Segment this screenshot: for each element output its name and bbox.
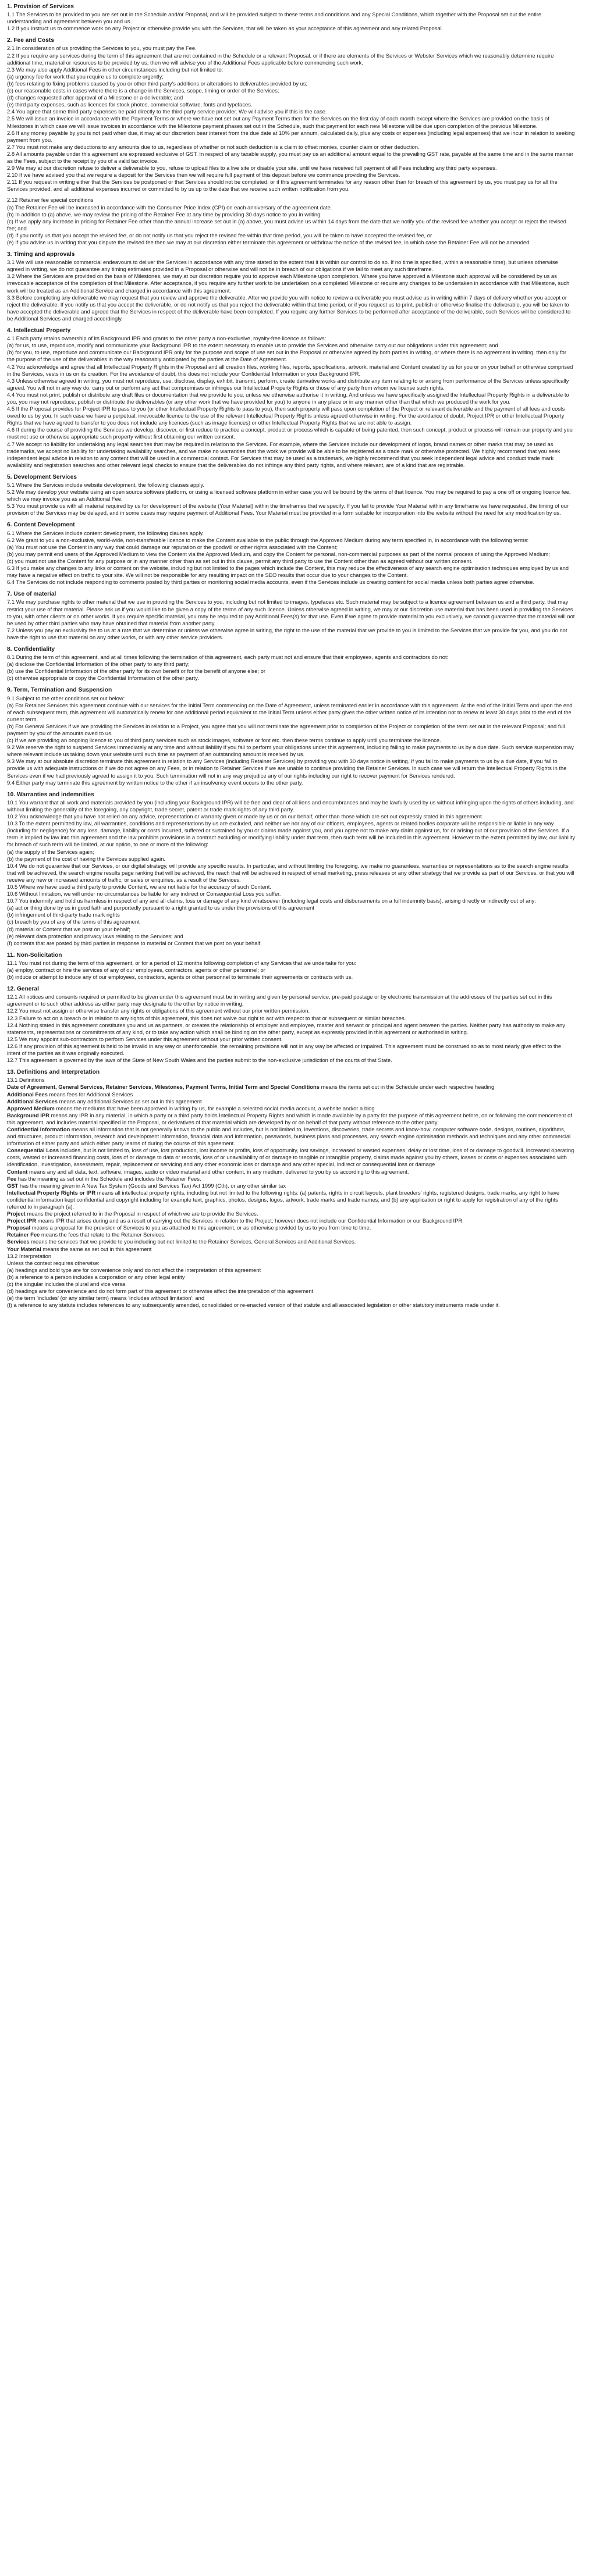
clause-paragraph: 1.1 The Services to be provided to you are set out in the Schedule and/or Proposal, and will be provided subject to these terms and conditions and any Special Conditions, which together with the Proposal set out the entire understanding and agreement between you and us. <box>7 11 542 25</box>
clause-paragraph: (c) If we apply any increase in pricing for Retainer Fee other than the annual increase set out in (a) above, you must advise us within 14 days from the date that we notify you of the revised fee whether you accept or reject the revised fee; and <box>7 218 566 231</box>
defined-term: Additional Services <box>7 1098 58 1104</box>
clause-paragraph: (a) for us, to use, reproduce, modify and communicate your Background IPR to the extent necessary to enable us to provide the Services and otherwise carry out our obligations under this agreement; and <box>7 342 498 349</box>
section-heading: 2. Fee and Costs <box>7 37 54 44</box>
clause-paragraph: 4.3 Unless otherwise agreed in writing, you must not reproduce, use, disclose, display, exhibit, transmit, perform, create derivative works and distribute any item relating to or arising from performance of the Services unless specifically agreed. You will not in any way do, carry out or perform any act that compromises or infringes our Intellectual Property Rights or those of any party from whom we license such rights. <box>7 377 569 391</box>
clause-paragraph: 12.6 If any provision of this agreement is held to be invalid in any way or unenforceable, the remaining provisions will not in any way be affected or impaired. This agreement must be construed so as to most nearly give effect to the intent of the parties as it was originally executed. <box>7 1042 562 1057</box>
clause-paragraph: (a) headings and bold type are for convenience only and do not affect the interpretation of this agreement <box>7 1266 261 1273</box>
clause-paragraph: 4.6 If during the course of providing the Services we develop, discover, or first reduce to practice a concept, product or process which is capable of being patented, then such concept, product or process will remain our property and you must not use or otherwise appropriate such property without first obtaining our written consent. <box>7 426 573 440</box>
clause-paragraph: Project means the project referred to in the Proposal in respect of which we are to provide the Services. <box>7 1210 258 1217</box>
defined-term: Background IPR <box>7 1111 49 1118</box>
section-heading: 8. Confidentiality <box>7 646 55 653</box>
clause-paragraph: (c) our reasonable costs in cases where there is a change in the Services, scope, timing or order of the Services; <box>7 87 279 94</box>
clause-paragraph: (b) In addition to (a) above, we may review the pricing of the Retainer Fee at any time by providing 30 days notice to you in writing. <box>7 211 322 218</box>
clause-paragraph: 3.1 We will use reasonable commercial endeavours to deliver the Services in accordance with any time stated to the extent that it is within our control to do so. If no time is specified, within a reasonable time), but unless otherwise agreed in writing, we do not guarantee any timing estimates provided in a Proposal or otherwise and will not be in breach of our obligations if we fail to meet any such timeframe. <box>7 259 558 273</box>
clause-paragraph: (a) act or thing done by us in good faith and purportedly pursuant to a right granted to us under the provisions of this agreement <box>7 904 314 911</box>
clause-paragraph: (b) the payment of the cost of having the Services supplied again. <box>7 855 166 862</box>
section-heading: 7. Use of material <box>7 591 56 598</box>
clause-paragraph: 4.5 If the Proposal provides for Project IPR to pass to you (or other Intellectual Property Rights to pass to you), then such property will pass upon completion of the Project or relevant deliverable and the payment of all fees and costs owed to us by you. In such case we have a perpetual, irrevocable licence to the use of the relevant Intellectual Property Rights unless agreed otherwise in writing. For the avoidance of doubt, Project IPR or other Intellectual Property Rights that we have agreed to transfer to you does not include any licences (such as image licences) or other Intellectual Property Rights that we are not able to assign. <box>7 405 565 426</box>
clause-paragraph: (a) disclose the Confidential Information of the other party to any third party; <box>7 661 190 668</box>
clause-paragraph: 8.1 During the term of this agreement, and at all times following the termination of this agreement, each party must not and ensure that their employees, agents and contractors do not: <box>7 654 449 661</box>
clause-paragraph: 6.3 If you make any changes to any links or content on the website, including but not limited to the pages which include the Content, this may reduce the effectiveness of any search engine optimisation techniques employed by us and may have a negative effect on traffic to your site. We will not be responsible for any resulting impact on the SEO results that occur due to your changes to the Content. <box>7 565 569 579</box>
defined-term: Services <box>7 1238 30 1245</box>
clause-paragraph: Background IPR means any IPR in any material, in which a party or a third party holds Intellectual Property Rights and which is made available by a party for the purpose of this agreement before, on or following the commencement of this agreement, and includes material specified in the Proposal, or derivatives of that material which are developed by or on behalf of that party without reference to the other party. <box>7 1111 572 1125</box>
clause-paragraph: 12.5 We may appoint sub-contractors to perform Services under this agreement without your prior written consent. <box>7 1035 283 1042</box>
clause-paragraph: Proposal means a proposal for the provision of Services to you as attached to this agreement, or as otherwise provided by us to you from time to time. <box>7 1224 371 1231</box>
clause-paragraph: 7.2 Unless you pay an exclusivity fee to us at a rate that we determine or unless we otherwise agree in writing, the right to the use of the material that we provide to you is limited to the Services that we provide for you, and you do not have the right to use that material on any other works, or with any other service providers. <box>7 626 567 640</box>
clause-paragraph: 2.3 We may also apply Additional Fees in other circumstances including but not limited to: <box>7 66 224 73</box>
clause-paragraph: (c) you must not use the Content for any purpose or in any manner other than as set out in this clause, permit any third party to use the Content other than as agreed without our written consent. <box>7 557 473 564</box>
clause-paragraph: 7.1 We may purchase rights to other material that we use in providing the Services to you, including but not limited to images, typefaces etc. Such material may be subject to a licence agreement between us and a third party, that may restrict your use of that material. Please ask us if you would like to be given a copy of the terms of any such licence. Unless otherwise agreed in writing, we may at our discretion use material that has been used in providing the Services to you, with other clients or on other works. If you require specific material, you may be required to pay Additional Fees(s) for that use. Even if we agree to provide material to you exclusively, we cannot guarantee that the material will not be used by other third parties who may have obtained that material from another party. <box>7 598 575 626</box>
clause-paragraph: (a) employ, contract or hire the services of any of our employees, contractors, agents or other personnel; or <box>7 967 265 973</box>
clause-paragraph: 12.3 Failure to act on a breach or in relation to any rights of this agreement, this does not waive our right to act with respect to that or subsequent or similar breaches. <box>7 1014 406 1021</box>
defined-term: Proposal <box>7 1224 31 1231</box>
clause-paragraph: (b) infringement of third-party trade mark rights <box>7 911 120 918</box>
clause-paragraph: 2.5 We will issue an invoice in accordance with the Payment Terms or where we have not set out any Payment Terms then for the Services on the first day of each month except where the Services are provided on the basis of Milestones in which case we will issue invoices in accordance with the Milestone payment phases set out in the Schedule, such that payment for each new Milestone will be due upon completion of the previous Milestone. <box>7 115 549 129</box>
clause-paragraph: (a) The Retainer Fee will be increased in accordance with the Consumer Price Index (CPI) on each anniversary of the agreement date. <box>7 204 332 211</box>
defined-term: Project IPR <box>7 1217 37 1224</box>
clause-paragraph: (d) headings are for convenience and do not form part of this agreement or otherwise affect the interpretation of this agreement <box>7 1288 314 1295</box>
defined-term: Approved Medium <box>7 1104 55 1111</box>
clause-paragraph: 10.6 Without limitation, we will under no circumstances be liable for any indirect or Consequential Loss you suffer. <box>7 890 281 897</box>
clause-paragraph: 3.2 Where the Services are provided on the basis of Milestones, we may at our discretion require you to approve each Milestone upon completion. Where you have approved a Milestone such approval will be considered by us as irrevocable acceptance of the completion of that Milestone. After acceptance, if you require any further work to be undertaken on a completed Milestone or require any changes to be undertaken in accordance with that Milestone, such work will be treated as an Additional Service and charged in accordance with this agreement. <box>7 273 570 294</box>
clause-paragraph: Confidential Information means all information that is not generally known to the public and includes, but is not limited to, inventions, discoveries, trade secrets and know-how, computer software code, designs, routines, algorithms, and structures, product information, research and development information, financial data and information, passwords, business plans and processes, any search engine optimisation methods and techniques and any other commercial information of either party and which either party learns of during the course of this agreement. <box>7 1125 571 1147</box>
clause-paragraph: 5.3 You must provide us with all material required by us for development of the website (Your Material) within the timeframes that we specify. If you fail to provide Your Material within any timeframe we have requested, the timing of our provision of the Services may be delayed, and in some cases may require payment of Additional Fees. Your Material must be provided in a form suitable for incorporation into the website without the need for any modification by us. <box>7 503 569 516</box>
clause-paragraph: 12.4 Nothing stated in this agreement constitutes you and us as partners, or creates the relationship of employer and employee, master and servant or principal and agent between the parties. Neither party has authority to make any statements, representations or commitments of any kind, or to take any action which shall be binding on the other party, except as expressly provided in this agreement or authorised in writing. <box>7 1021 565 1035</box>
clause-paragraph: 2.7 You must not make any deductions to any amounts due to us, regardless of whether or not such deduction is a claim to offset monies, counter claim or other deduction. <box>7 143 420 150</box>
clause-paragraph: 12.1 All notices and consents required or permitted to be given under this agreement must be in writing and given by personal service, pre-paid postage or by electronic transmission at the addresses of the parties set out in this agreement or to such other address as either party may designate to the other by notice in writing. <box>7 993 552 1007</box>
clause-paragraph: (f) a reference to any statute includes references to any subsequently amended, consolidated or re-enacted version of that statute and all associated legislation or other statutory instruments made under it. <box>7 1302 500 1309</box>
clause-paragraph: 6.2 We grant to you a non-exclusive, world-wide, non-transferable licence to make the Content available to the public through the Approved Medium during any term specified in, in accordance with the following terms: <box>7 536 529 543</box>
section-heading: 11. Non-Solicitation <box>7 952 62 959</box>
section-heading: 13. Definitions and Interpretation <box>7 1069 100 1076</box>
defined-term: Additional Fees <box>7 1091 48 1098</box>
clause-paragraph: (a) urgency fee for work that you require us to complete urgently; <box>7 73 164 80</box>
clause-paragraph: (b) For General Services if we are providing the Services in relation to a Project, you agree that you will not terminate the agreement prior to completion of the Project or completion of the term set out in the relevant Proposal; and full payment by you of the amounts owed to us. <box>7 722 565 736</box>
defined-term: Retainer Fee <box>7 1231 40 1238</box>
clause-paragraph: Your Material means the same as set out in this agreement <box>7 1245 152 1252</box>
clause-paragraph: (a) You must not use the Content in any way that could damage our reputation or the goodwill or other rights associated with the Content; <box>7 543 338 550</box>
clause-paragraph: 2.1 In consideration of us providing the Services to you, you must pay the Fee. <box>7 45 197 52</box>
clause-paragraph: 4.1 Each party retains ownership of its Background IPR and grants to the other party a non-exclusive, royalty-free licence as follows: <box>7 335 327 342</box>
clause-paragraph: Retainer Fee means the fees that relate to the Retainer Services. <box>7 1231 166 1238</box>
defined-term: Project <box>7 1210 26 1217</box>
clause-paragraph: Unless the context requires otherwise: <box>7 1259 100 1266</box>
clause-paragraph: 10.5 Where we have used a third party to provide Content, we are not liable for the accuracy of such Content. <box>7 883 271 890</box>
clause-paragraph: 10.2 You acknowledge that you have not relied on any advice, representation or warranty given or made by us or on our behalf, other than those which are set out expressly stated in this agreement. <box>7 813 484 820</box>
clause-paragraph: (e) third party expenses, such as licences for stock photos, commercial software, fonts and typefaces. <box>7 101 253 108</box>
clause-paragraph: 2.10 If we have advised you that we require a deposit for the Services then we will require full payment of this deposit before we commence providing the Services. <box>7 172 400 179</box>
clause-paragraph: 9.4 Either party may terminate this agreement by written notice to the other if an insolvency event occurs to the other party. <box>7 779 303 786</box>
section-heading: 3. Timing and approvals <box>7 251 75 258</box>
clause-paragraph: 1.2 If you instruct us to commence work on any Project or otherwise provide you with the Services, that will be taken as your acceptance of this agreement and any related Proposal. <box>7 25 444 32</box>
clause-paragraph: 2.2 If you require any services during the term of this agreement that are not contained in the Schedule or a relevant Proposal, or if there are elements of the Services or Webster Services which we reasonably determine require additional time, material or resources to be provided by us, then we will advise you of the Additional Fees applicable before commencing such work. <box>7 52 554 66</box>
clause-paragraph: (b) a reference to a person includes a corporation or any other legal entity <box>7 1273 185 1280</box>
clause-paragraph: 12.7 This agreement is governed by the laws of the State of New South Wales and the parties submit to the non-exclusive jurisdiction of the courts of that State. <box>7 1057 392 1064</box>
clause-paragraph: (a) For Retainer Services this agreement continue with our services for the Initial Term commencing on the Date of Agreement, unless terminated earlier in accordance with this agreement. At the end of the Initial Term and upon the end of each subsequent term, this agreement will automatically renew for one additional period equivalent to the Initial Term unless either party gives the other written notice of its intention not to renew at least 30 days prior to the end of the current term. <box>7 701 573 722</box>
clause-paragraph: 10.1 You warrant that all work and materials provided by you (including your Background IPR) will be free and clear of all liens and encumbrances and may be lawfully used by us without infringing upon the rights of others including, and without limiting the generality of the foregoing, any copyright, trade secret, patent or trade mark rights of any third party. <box>7 799 574 813</box>
clause-paragraph: Intellectual Property Rights or IPR means all intellectual property rights, including but not limited to the following rights: (a) patents, rights in circuit layouts, plant breeders' rights, registered designs, trade marks, any right to have confidential information kept confidential and copyright including for example text, graphics, photos, designs, logos, artwork, trade marks and trade names; and (b) any application or right to apply for registration of any of the rights referred to in paragraph (a). <box>7 1189 560 1210</box>
defined-term: Fee <box>7 1175 17 1182</box>
clause-paragraph: Approved Medium means the mediums that have been approved in writing by us, for example a selected social media account, a website and/or a blog <box>7 1104 375 1111</box>
clause-paragraph: 2.6 If any money payable by you is not paid when due, it may at our discretion bear interest from the due date at 10% per annum, calculated daily, plus any costs or expenses (including legal expenses) that we incur in relation to seeking payment from you. <box>7 129 575 143</box>
clause-paragraph: 13.1 Definitions <box>7 1077 45 1084</box>
section-heading: 10. Warranties and indemnities <box>7 791 94 798</box>
clause-paragraph: 5.2 We may develop your website using an open source software platform, or using a licensed software platform in either case you will be bound by the terms of that licence. You may be required to pay a one off or ongoing licence fee, which we may invoice you as an Additional Fee. <box>7 489 571 503</box>
terms-document <box>0 0 582 1309</box>
clause-paragraph: Additional Services means any additional Services as set out in this agreement <box>7 1098 202 1104</box>
clause-paragraph: 5.1 Where the Services include website development, the following clauses apply. <box>7 482 205 488</box>
clause-paragraph: 2.11 If you request in writing either that the Services be postponed or that Services should not be completed, or if this agreement terminates for any reason other than for breach of this agreement by us, you must pay us for all the Services provided, and all additional expenses incurred or committed to by us up to the date that we receive such written notification from you. <box>7 179 558 193</box>
section-heading: 9. Term, Termination and Suspension <box>7 687 112 694</box>
defined-term: GST <box>7 1182 19 1189</box>
clause-paragraph: 9.3 We may at our absolute discretion terminate this agreement in relation to any Services (including Retainer Services) by providing you with 30 days notice in writing. If you fail to make payments to us by a due date, if you fail to provide us with adequate instructions or if we do not agree on any Fees, or in relation to Retainer Services if we are unable to continue providing the Retainer Services. In such case we will return the Intellectual Property Rights in the Services even if we had previously agreed to assign it to you. Such termination will not in any way prejudice any of our rights including our right to recover payment for Services rendered. <box>7 758 567 779</box>
clause-paragraph: (e) the term 'includes' (or any similar term) means 'includes without limitation'; and <box>7 1295 205 1302</box>
clause-paragraph: Fee has the meaning as set out in the Schedule and includes the Retainer Fees. <box>7 1175 201 1182</box>
clause-paragraph: Project IPR means IPR that arises during and as a result of carrying out the Services in relation to the Project; however does not include our Confidential Information or our Background IPR. <box>7 1217 464 1224</box>
clause-paragraph: 9.2 We reserve the right to suspend Services immediately at any time and without liability if you fail to perform your obligations under this agreement, including failing to make payments to us by a due date. Such service suspension may where relevant include us taking down your website until such time as payment of an outstanding amount is received by us. <box>7 744 574 758</box>
clause-paragraph: (e) If you advise us in writing that you dispute the revised fee then we may at our discretion either terminate this agreement or withdraw the notice of the revised fee, in which case the Retainer Fee will not be amended. <box>7 239 531 245</box>
clause-paragraph: 13.2 Interpretation <box>7 1252 52 1259</box>
clause-paragraph: (e) relevant data protection and privacy laws relating to the Services; and <box>7 932 183 939</box>
clause-paragraph: 2.9 We may at our discretion refuse to deliver a deliverable to you, refuse to upload files to a live site or disable your site, until we have received full payment of all Fees including any third party expenses. <box>7 165 497 172</box>
clause-paragraph: GST has the meaning given in A New Tax System (Goods and Services Tax) Act 1999 (Cth), or any other similar tax <box>7 1182 286 1189</box>
clause-paragraph: 11.1 You must not during the term of this agreement, or for a period of 12 months following completion of any Services that we undertake for you: <box>7 959 357 966</box>
defined-term: Consequential Loss <box>7 1147 59 1154</box>
clause-paragraph: 4.2 You acknowledge and agree that all Intellectual Property Rights in the Proposal and all creation files, working files, reports, specifications, artwork, material and Content created by us for you or on your behalf or otherwise comprised in the Services, vests in us on its creation. For the avoidance of doubt, this does not include your Confidential Information or your Background IPR. <box>7 363 573 377</box>
clause-paragraph: 6.1 Where the Services include content development, the following clauses apply. <box>7 529 204 536</box>
clause-paragraph: Additional Fees means fees for Additional Services <box>7 1091 133 1098</box>
clause-paragraph: 2.12 Retainer fee special conditions <box>7 197 94 204</box>
section-heading: 1. Provision of Services <box>7 3 74 10</box>
clause-paragraph: 10.7 You indemnify and hold us harmless in respect of any and all claims, loss or damage of any kind whatsoever (including legal costs and disbursements on a full indemnity basis), arising directly or indirectly out of any: <box>7 897 536 904</box>
defined-term: Content <box>7 1168 28 1175</box>
clause-paragraph: (d) changes requested after approval of a Milestone or a deliverable; and <box>7 94 183 101</box>
defined-term: Date of Agreement, General Services, Retainer Services, Milestones, Payment Terms, Initial Term and Special Conditions <box>7 1084 320 1091</box>
clause-paragraph: (a) the supply of the Services again; <box>7 848 94 855</box>
section-heading: 4. Intellectual Property <box>7 327 71 334</box>
clause-paragraph: (b) for you, to use, reproduce and communicate our Background IPR only for the purpose and scope of use set out in the Proposal or otherwise agreed by both parties in writing, or where there is no agreement in writing, then only for the purpose of the use of the deliverables in the way reasonably anticipated by the parties at the Date of Agreement. <box>7 349 566 363</box>
clause-paragraph: 6.4 The Services do not include responding to comments posted by third parties or monitoring social media accounts, even if the Services include us creating content for social media unless both parties agree otherwise. <box>7 579 535 586</box>
clause-paragraph: 9.1 Subject to the other conditions set out below: <box>7 694 125 701</box>
section-heading: 6. Content Development <box>7 522 75 529</box>
clause-paragraph: (b) fees relating to fixing problems caused by you or other third party's additions or alterations to deliverables provided by us; <box>7 80 308 87</box>
clause-paragraph: Content means any and all data, text, software, images, audio or video material and other content, in any medium, delivered to you by us according to this agreement. <box>7 1168 409 1175</box>
section-heading: 5. Development Services <box>7 473 77 480</box>
clause-paragraph: (d) If you notify us that you accept the revised fee, or do not notify us that you reject the revised fee within that time period, you will be taken to have accepted the revised fee, or <box>7 231 432 238</box>
clause-paragraph: 2.8 All amounts payable under this agreement are expressed exclusive of GST. In respect of any taxable supply, you must pay us an additional amount equal to the prevailing GST rate, payable at the same time and in the same manner as the Fees, subject to the receipt by you of a valid tax invoice. <box>7 150 574 164</box>
clause-paragraph: 4.7 We accept no liability for undertaking any legal searches that may be required in relation to the Services. For example, where the Services include our development of logos, brand names or other marks that may be used as trademarks, we accept no liability for undertaking availability searches, and we make no warranties that the work we provide will be able to be registered as a trade mark or otherwise protected. We highly recommend that you seek independent legal advice in relation to any content that will be used in a commercial context. For Services that may be used as a trademark, we highly recommend that you seek independent legal advice and conduct trade mark availability and registration searches and other relevant legal checks to ensure that the deliverables do not infringe any third party rights, and where relevant, are of a kind that are registrable. <box>7 440 560 468</box>
clause-paragraph: (b) use the Confidential Information of the other party for its own benefit or for the benefit of anyone else; or <box>7 668 266 675</box>
defined-term: Your Material <box>7 1245 41 1252</box>
clause-paragraph: 2.4 You agree that some third party expenses be paid directly to the third party service provider. We will advise you if this is the case. <box>7 108 327 115</box>
clause-paragraph: (d) material or Content that we post on your behalf; <box>7 925 130 932</box>
clause-paragraph: 12.2 You must not assign or otherwise transfer any rights or obligations of this agreement without our prior written permission. <box>7 1007 310 1014</box>
clause-paragraph: (c) the singular includes the plural and vice versa <box>7 1281 126 1288</box>
clause-paragraph: Services means the services that we provide to you including but not limited to the Retainer Services, General Services and Additional Services. <box>7 1238 356 1245</box>
clause-paragraph: (c) otherwise appropriate or copy the Confidential Information of the other party. <box>7 675 199 682</box>
clause-paragraph: 10.3 To the extent permitted by law, all warranties, conditions and representations by us are excluded, and neither we nor any of our officers, employees, agents or related bodies corporate will be responsible or liable in any way (including for negligence) for any loss, damage, liability or costs incurred, suffered or sustained by you or claims made against you, and you agree not to make any claim against us, for or arising out of our provision of the Services. If a term is implied by law into this agreement and the law prohibits provisions in a contract excluding or modifying liability under that term, then such term will be included in this agreement. However to the extent permitted by law, our liability for breach of such term will be limited, at our option, to one or more of the following: <box>7 820 575 848</box>
clause-paragraph: (b) you may permit end users of the Approved Medium to view the Content via the Approved Medium, and copy the Content for personal, non-commercial purposes as part of the normal process of using the Approved Medium; <box>7 550 550 557</box>
clause-paragraph: (b) induce or attempt to induce any of our employees, contractors, agents or other personnel to terminate their agreements or contracts with us. <box>7 974 353 981</box>
defined-term: Confidential Information <box>7 1125 70 1132</box>
clause-paragraph: (f) contents that are posted by third parties in response to material or Content that we post on your behalf. <box>7 939 262 946</box>
clause-paragraph: Date of Agreement, General Services, Retainer Services, Milestones, Payment Terms, Initial Term and Special Conditions means the items set out in the Schedule under each respective heading <box>7 1084 495 1091</box>
clause-paragraph: 3.3 Before completing any deliverable we may request that you review and approve the deliverable. After we provide you with notice to review a deliverable you must advise us in writing within 7 days of delivery whether you accept or reject the deliverable. If you notify us that you accept the deliverable, or do not notify us that you reject the deliverable within that time period, or if you request us to print, publish or otherwise finalise the deliverable, you will be taken to have accepted the deliverable and agreed that the Services in respect of the deliverable have been completed. If you require any further Services to be performed after acceptance of the deliverable, such Services will be considered to be Additional Services and charged accordingly. <box>7 294 571 322</box>
clause-paragraph: (c) breach by you of any of the terms of this agreement <box>7 918 140 925</box>
section-heading: 12. General <box>7 986 39 993</box>
defined-term: Intellectual Property Rights or IPR <box>7 1189 96 1196</box>
clause-paragraph: Consequential Loss includes, but is not limited to, loss of use, lost production, lost income or profits, loss of opportunity, lost savings, increased or wasted expenses, delay or lost time, loss of or damage to goodwill, increased operating costs, wasted or increased financing costs, loss of or damage to data or records, loss of or unavailability of or damage to tangible or intangible property, claims made against you by others, losses or costs or expenses associated with identification, investigation, assessment, repair, replacement or servicing and any other economic loss or damage and any other special, indirect or consequential loss or damage <box>7 1147 574 1168</box>
clause-paragraph: 4.4 You must not print, publish or distribute any draft files or documentation that we provide to you, unless we otherwise authorise it in writing. And unless we have specifically assigned the Intellectual Property Rights in a deliverable to you, you may not reproduce, publish or distribute the deliverables (or any other work that we have provided for you) to anyone in any place or in any manner other than that which we produced the work for you. <box>7 391 569 405</box>
clause-paragraph: (c) If we are providing an ongoing licence to you of third party services such as stock images, software or font etc. then these terms continue to apply until you terminate the licence. <box>7 737 441 744</box>
clause-paragraph: 10.4 We do not guarantee that our Services, or our digital strategy, will provide any specific results. In particular, and without limiting the foregoing, we make no guarantees, warranties or representations as to the search engine results that will be achieved, the search engine results page ranking that will be achieved, the reach that will be achieved in respect of email marketing, press releases or any other strategy that we provide as part of our Services, or that you will receive any new or increased amounts of traffic, or sales or enquiries, as a result of the Services. <box>7 862 574 883</box>
